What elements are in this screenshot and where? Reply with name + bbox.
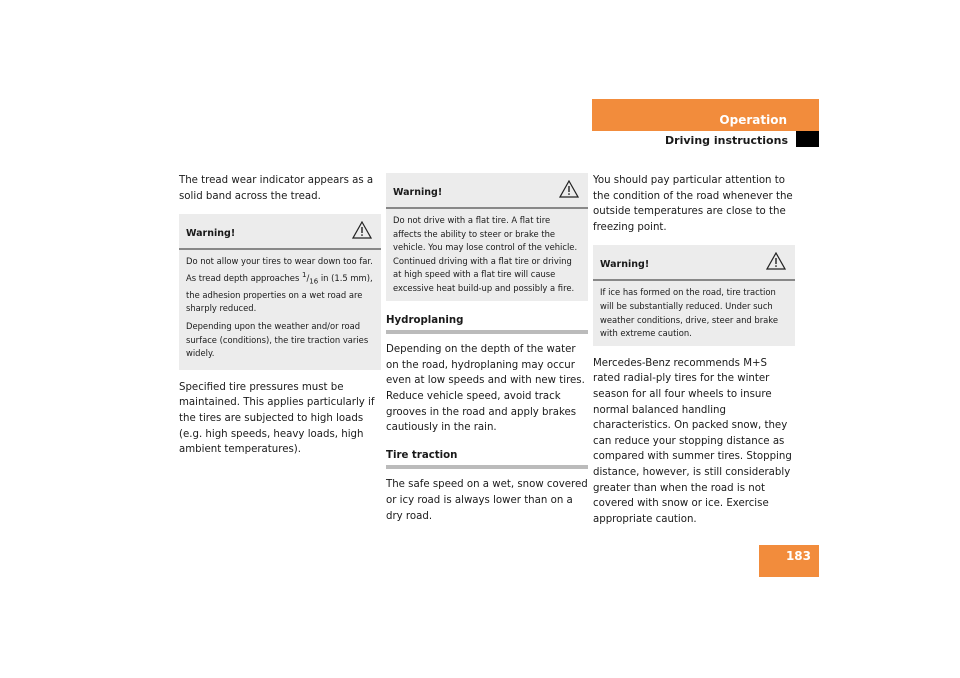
warning-triangle-icon bbox=[559, 180, 579, 198]
warning-paragraph-2: Depending upon the weather and/or road surface (conditions), the tire traction varies widely. bbox=[186, 321, 369, 359]
warning-text-a: Do not allow your tires to wear down too far. As tread depth approaches bbox=[186, 256, 373, 283]
header-section-title: Operation bbox=[719, 113, 787, 127]
fraction-numerator: 1 bbox=[301, 270, 307, 279]
warning-box-ice bbox=[593, 245, 795, 345]
section-title-tire-traction: Tire traction bbox=[386, 448, 588, 470]
warning-box-flat-tire bbox=[386, 173, 588, 301]
column-1 bbox=[179, 173, 381, 468]
header-section-bar bbox=[592, 99, 819, 131]
warning-body bbox=[179, 250, 381, 370]
page-number-box bbox=[759, 545, 819, 577]
warning-text-b: in (1.5 mm), the adhesion properties on a wet road are sharply reduced. bbox=[186, 272, 373, 314]
col1-intro: The tread wear indicator appears as a solid band across the tread. bbox=[179, 175, 374, 202]
warning-header bbox=[386, 173, 588, 209]
col3-body: Mercedes-Benz recommends M+S rated radial-ply tires for the winter season for all four wheels to insure normal balanced handling characteristics. On packed snow, they can reduce your stopping distance as compared with summer tires. Stopping distance, however, is still considerably greater than when the road is not covered with snow or ice. Exercise appropriate caution. bbox=[593, 357, 792, 525]
section-title-hydroplaning: Hydroplaning bbox=[386, 313, 588, 335]
warning-title: Warning! bbox=[600, 259, 650, 271]
warning-triangle-icon bbox=[766, 252, 786, 270]
fraction-denominator: 16 bbox=[309, 277, 319, 286]
col3-intro: You should pay particular attention to the condition of the road whenever the outside temperatures are close to the freezing point. bbox=[593, 175, 793, 233]
header-subsection-bar bbox=[592, 131, 796, 147]
page-number: 183 bbox=[785, 549, 811, 563]
warning-header bbox=[593, 245, 795, 281]
warning-header bbox=[179, 214, 381, 250]
warning-body: If ice has formed on the road, tire traction will be substantially reduced. Under such weather conditions, drive, steer and brake with extreme caution. bbox=[600, 287, 778, 339]
warning-box-tread bbox=[179, 214, 381, 370]
column-3 bbox=[593, 173, 795, 537]
warning-triangle-icon bbox=[352, 221, 372, 239]
column-2 bbox=[386, 173, 588, 534]
tire-traction-text: The safe speed on a wet, snow covered or icy road is always lower than on a dry road. bbox=[386, 479, 588, 522]
col1-body: Specified tire pressures must be maintained. This applies particularly if the tires are subjected to high loads (e.g. high speeds, heavy loads, high ambient temperatures). bbox=[179, 381, 375, 456]
hydroplaning-text: Depending on the depth of the water on the road, hydroplaning may occur even at low speeds and with new tires. Reduce vehicle speed, avoid track grooves in the road and apply brakes cautiously in the rain. bbox=[386, 344, 585, 434]
warning-title: Warning! bbox=[186, 228, 236, 240]
header-marker-block bbox=[796, 131, 819, 147]
warning-title: Warning! bbox=[393, 187, 443, 198]
header-subsection-title: Driving instructions bbox=[665, 134, 788, 147]
warning-paragraph-1: Do not allow your tires to wear down too far. As tread depth approaches $^1/_{16}$ in (1.5 mm), the adhesion properties on a wet road are sharply reduced. bbox=[186, 256, 373, 314]
warning-body: Do not drive with a flat tire. A flat tire affects the ability to steer or brake the vehicle. You may lose control of the vehicle. Continued driving with a flat tire or driving at high speed with a flat tire will cause excessive heat build-up and possibly a fire. bbox=[393, 215, 578, 293]
